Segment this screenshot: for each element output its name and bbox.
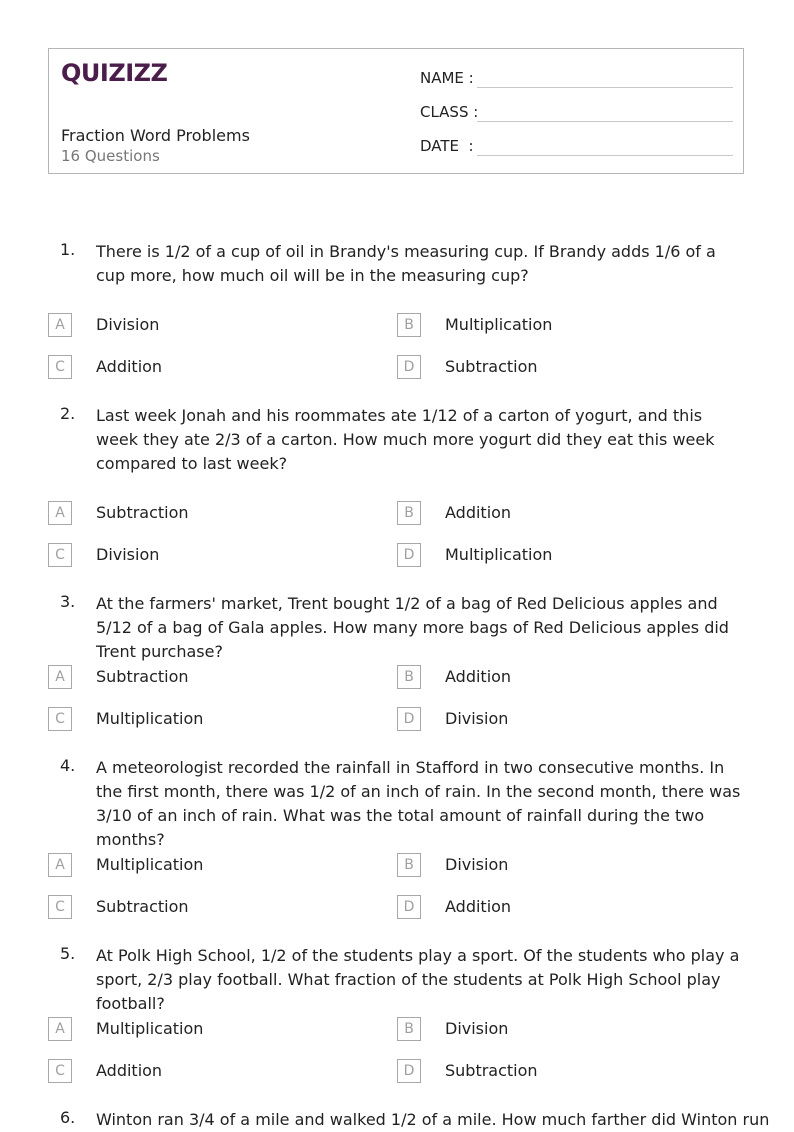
option-text: Subtraction bbox=[96, 503, 189, 522]
question-number: 1. bbox=[60, 240, 76, 259]
option-letter-box[interactable]: A bbox=[48, 665, 72, 689]
option-letter-box[interactable]: B bbox=[397, 665, 421, 689]
option-letter-box[interactable]: A bbox=[48, 1017, 72, 1041]
option-text: Multiplication bbox=[445, 545, 553, 564]
option-text: Addition bbox=[96, 357, 163, 376]
option-text: Division bbox=[96, 545, 160, 564]
option-letter-box[interactable]: B bbox=[397, 313, 421, 337]
option-letter-box[interactable]: C bbox=[48, 895, 72, 919]
name-label: NAME : bbox=[420, 69, 474, 87]
option-text: Addition bbox=[445, 667, 512, 686]
option-letter-box[interactable]: D bbox=[397, 1059, 421, 1083]
option-letter-box[interactable]: C bbox=[48, 1059, 72, 1083]
option-letter-box[interactable]: B bbox=[397, 853, 421, 877]
question-text: A meteorologist recorded the rainfall in Stafford in two consecutive months. In the first month, there was 1/2 of an inch of rain. In the second month, there was 3/10 of an inch of rain. What was the total amount of rainfall during the two months? bbox=[96, 758, 741, 849]
option-text: Subtraction bbox=[96, 897, 189, 916]
option-text: Subtraction bbox=[445, 1061, 538, 1080]
date-line[interactable] bbox=[477, 155, 733, 156]
question-text: At the farmers' market, Trent bought 1/2 of a bag of Red Delicious apples and 5/12 of a bag of Gala apples. How many more bags of Red Delicious apples did Trent purchase? bbox=[96, 594, 729, 661]
question-text: At Polk High School, 1/2 of the students play a sport. Of the students who play a sport, 2/3 play football. What fraction of the students at Polk High School play football? bbox=[96, 946, 740, 1013]
option-letter-box[interactable]: D bbox=[397, 707, 421, 731]
question-number: 2. bbox=[60, 404, 76, 423]
option-text: Addition bbox=[445, 897, 512, 916]
option-text: Addition bbox=[445, 503, 512, 522]
option-text: Division bbox=[445, 855, 509, 874]
option-letter-box[interactable]: D bbox=[397, 895, 421, 919]
option-letter-box[interactable]: D bbox=[397, 355, 421, 379]
option-letter-box[interactable]: C bbox=[48, 355, 72, 379]
quizizz-logo: QUIZIZZ bbox=[61, 59, 168, 87]
option-text: Subtraction bbox=[445, 357, 538, 376]
option-letter-box[interactable]: B bbox=[397, 1017, 421, 1041]
option-text: Multiplication bbox=[96, 709, 204, 728]
option-text: Multiplication bbox=[445, 315, 553, 334]
date-label: DATE : bbox=[420, 137, 474, 155]
question-text: There is 1/2 of a cup of oil in Brandy's measuring cup. If Brandy adds 1/6 of a cup more, how much oil will be in the measuring cup? bbox=[96, 242, 716, 285]
option-text: Addition bbox=[96, 1061, 163, 1080]
option-text: Division bbox=[96, 315, 160, 334]
option-letter-box[interactable]: A bbox=[48, 501, 72, 525]
question-text: Winton ran 3/4 of a mile and walked 1/2 of a mile. How much farther did Winton run bbox=[96, 1110, 770, 1129]
option-letter-box[interactable]: C bbox=[48, 707, 72, 731]
worksheet-header bbox=[48, 48, 744, 174]
question-number: 3. bbox=[60, 592, 76, 611]
option-letter-box[interactable]: A bbox=[48, 313, 72, 337]
question-number: 4. bbox=[60, 756, 76, 775]
option-letter-box[interactable]: C bbox=[48, 543, 72, 567]
class-field[interactable] bbox=[420, 100, 733, 124]
option-letter-box[interactable]: B bbox=[397, 501, 421, 525]
class-line[interactable] bbox=[477, 121, 733, 122]
question-number: 6. bbox=[60, 1108, 76, 1127]
question-text: Last week Jonah and his roommates ate 1/12 of a carton of yogurt, and this week they ate 2/3 of a carton. How much more yogurt did they eat this week compared to last week? bbox=[96, 406, 715, 473]
option-letter-box[interactable]: A bbox=[48, 853, 72, 877]
option-letter-box[interactable]: D bbox=[397, 543, 421, 567]
option-text: Subtraction bbox=[96, 667, 189, 686]
option-text: Division bbox=[445, 709, 509, 728]
class-label: CLASS : bbox=[420, 103, 479, 121]
worksheet-title: Fraction Word Problems bbox=[61, 126, 250, 145]
date-field[interactable] bbox=[420, 134, 733, 158]
name-field[interactable] bbox=[420, 66, 733, 90]
option-text: Multiplication bbox=[96, 1019, 204, 1038]
name-line[interactable] bbox=[477, 87, 733, 88]
question-count: 16 Questions bbox=[61, 147, 160, 165]
question-number: 5. bbox=[60, 944, 76, 963]
option-text: Multiplication bbox=[96, 855, 204, 874]
option-text: Division bbox=[445, 1019, 509, 1038]
